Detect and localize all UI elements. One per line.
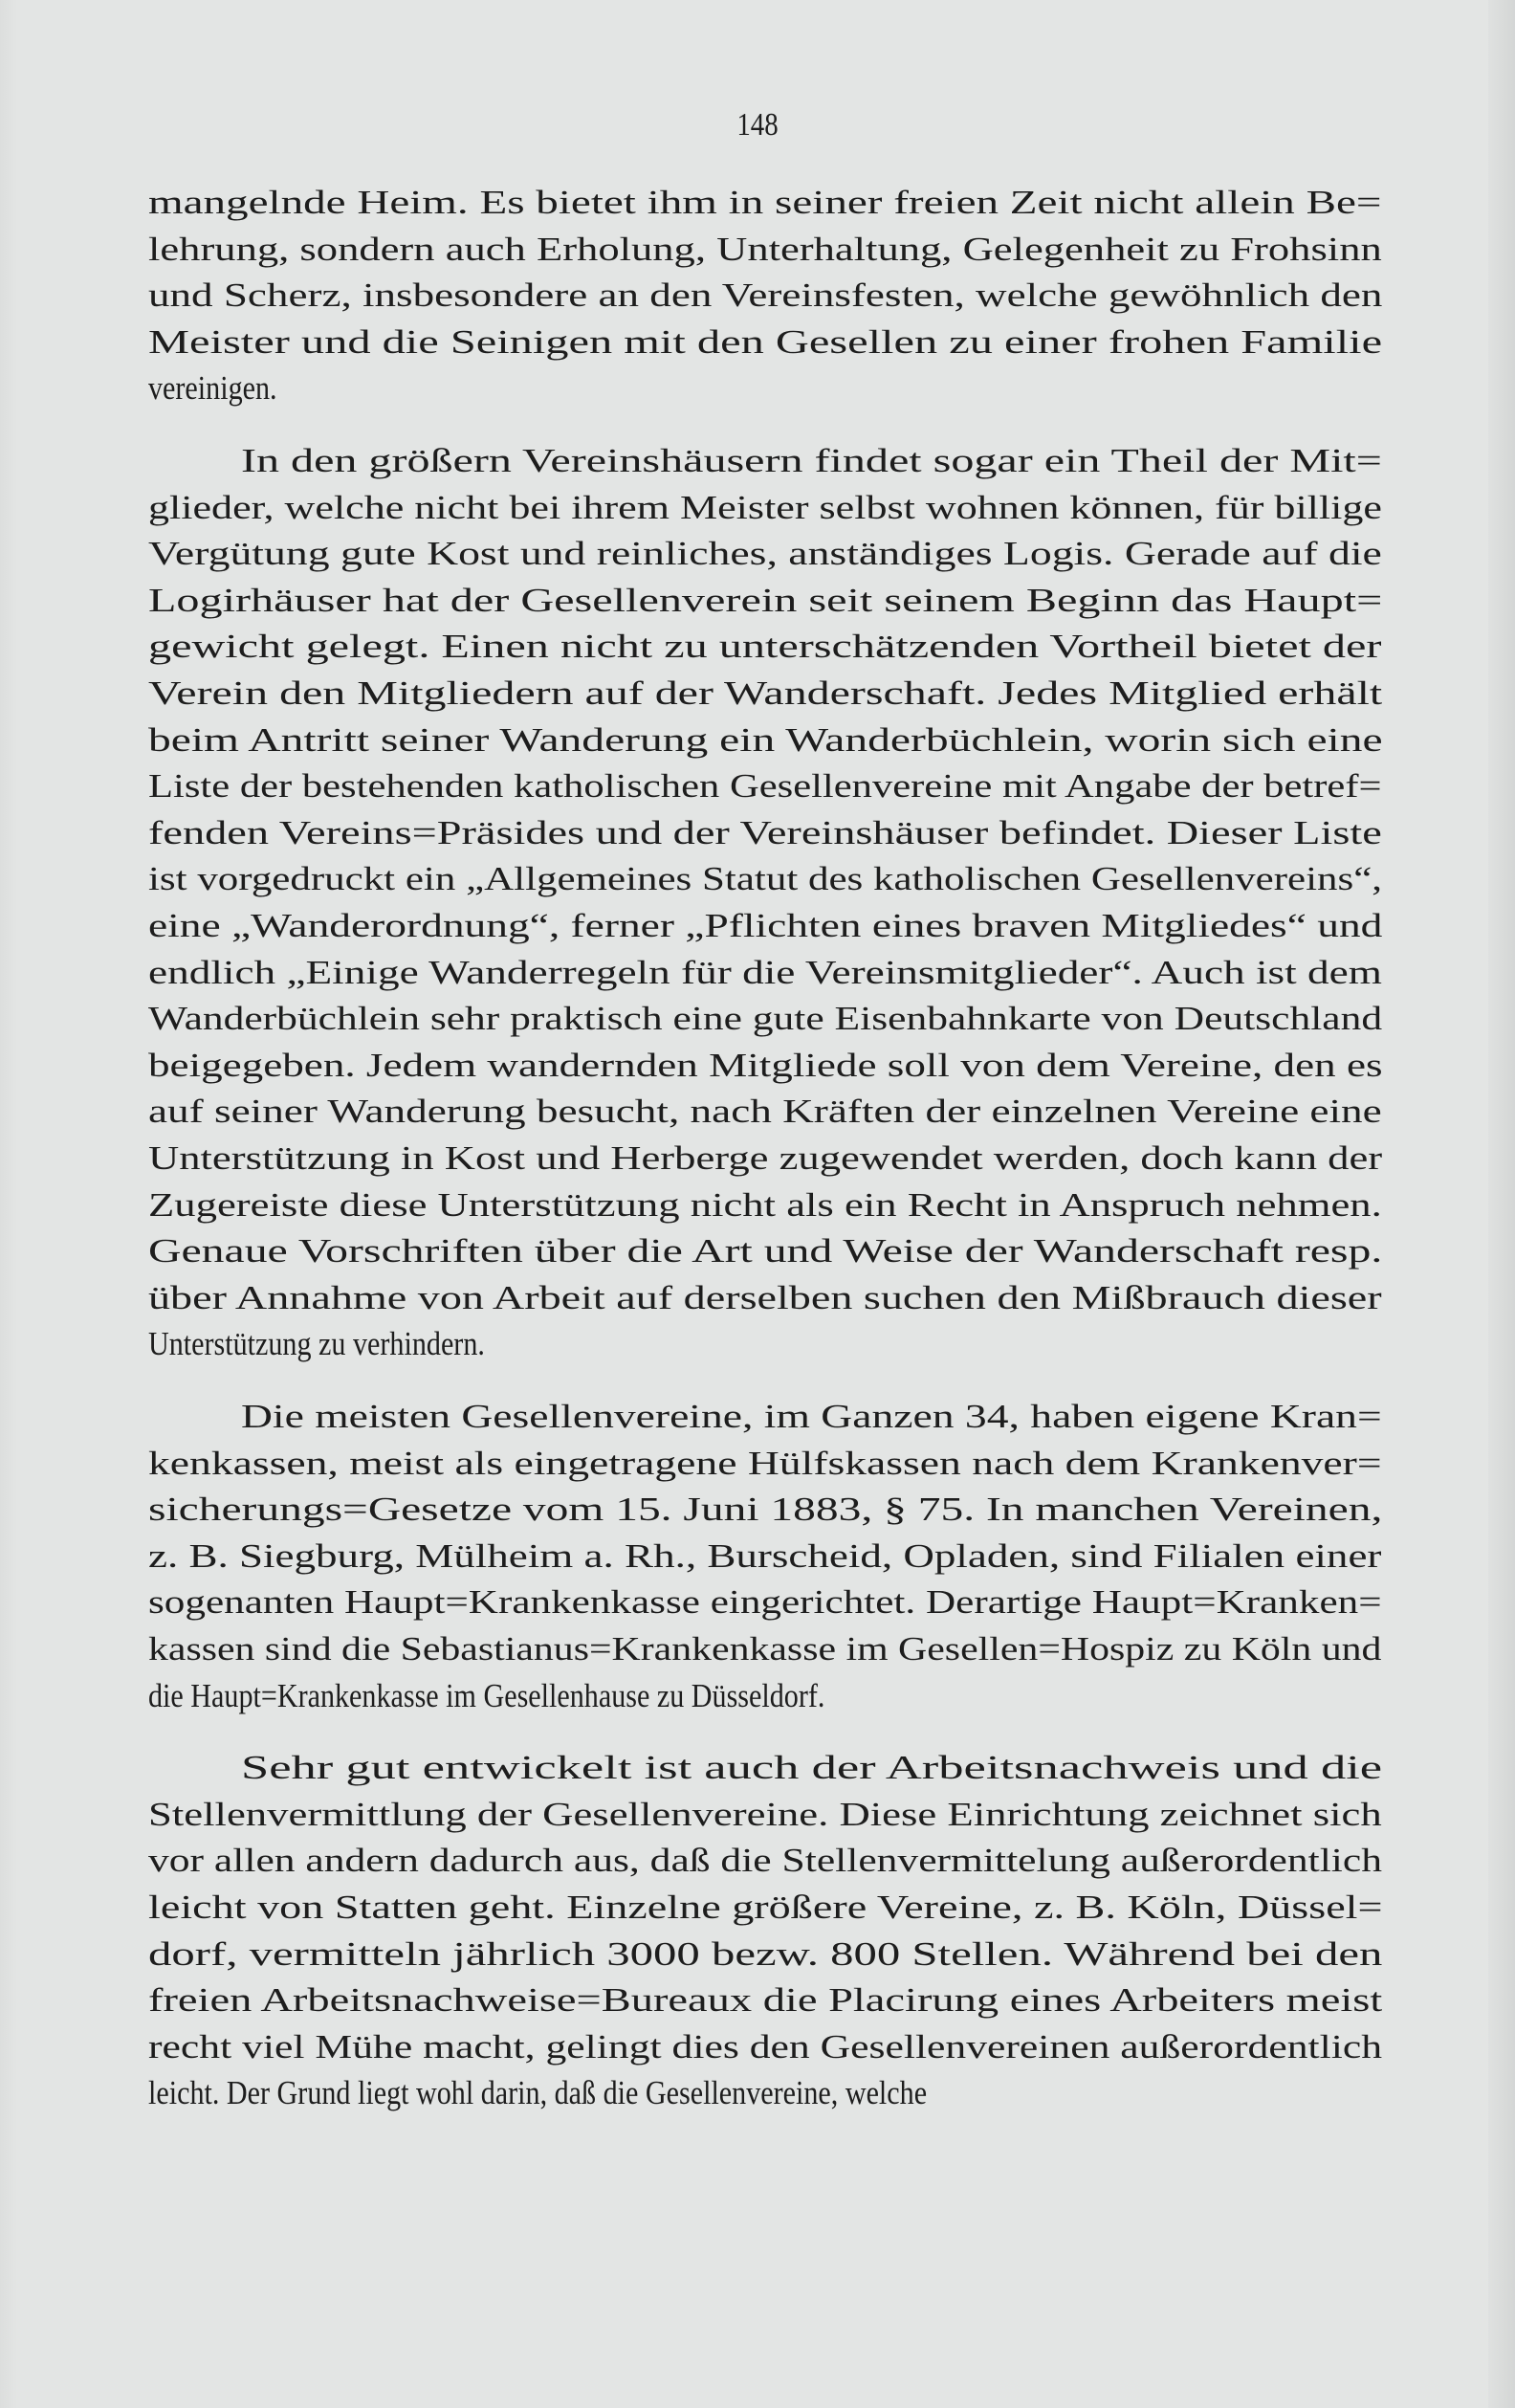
text-line: sicherungs=Gesetze vom 15. Juni 1883, § 75. In manchen Vereinen, [148, 1491, 1383, 1529]
text-line: Verein den Mitgliedern auf der Wanderschaft. Jedes Mitglied erhält [148, 674, 1383, 712]
text-line: leicht von Statten geht. Einzelne größere Vereine, z. B. Köln, Düssel= [148, 1889, 1383, 1926]
page-number: 148 [736, 107, 779, 143]
text-line: sogenanten Haupt=Krankenkasse eingerichtet. Derartige Haupt=Kranken= [148, 1583, 1382, 1622]
text-line: Logirhäuser hat der Gesellenverein seit seinem Beginn das Haupt= [148, 581, 1383, 619]
text-line: beim Antritt seiner Wanderung ein Wanderbüchlein, worin sich eine [148, 720, 1383, 759]
text-line: Genaue Vorschriften über die Art und Weise der Wanderschaft resp. [148, 1232, 1383, 1270]
text-line: und Scherz, insbesondere an den Vereinsfesten, welche gewöhnlich den [148, 276, 1383, 315]
text-line: In den größern Vereinshäusern findet sogar ein Theil der Mit= [241, 442, 1382, 479]
text-line: Unterstützung zu verhindern. [148, 1325, 485, 1363]
text-line: Liste der bestehenden katholischen Gesellenvereine mit Angabe der betref= [148, 767, 1382, 806]
text-line: auf seiner Wanderung besucht, nach Kräften der einzelnen Vereine eine [148, 1093, 1382, 1131]
text-line: mangelnde Heim. Es bietet ihm in seiner freien Zeit nicht allein Be= [148, 184, 1382, 221]
page-edge-right [1488, 0, 1515, 2408]
text-line: die Haupt=Krankenkasse im Gesellenhause zu Düsseldorf. [148, 1676, 825, 1714]
text-line: freien Arbeitsnachweise=Bureaux die Placirung eines Arbeiters meist [148, 1981, 1383, 2020]
text-line: Vergütung gute Kost und reinliches, anständiges Logis. Gerade auf die [148, 535, 1382, 573]
text-line: kenkassen, meist als eingetragene Hülfskassen nach dem Krankenver= [148, 1444, 1382, 1482]
text-line: ist vorgedruckt ein „Allgemeines Statut des katholischen Gesellenvereins“, [148, 860, 1383, 898]
text-line: gewicht gelegt. Einen nicht zu unterschätzenden Vortheil bietet der [148, 628, 1382, 666]
text-line: z. B. Siegburg, Mülheim a. Rh., Burscheid, Opladen, sind Filialen einer [148, 1536, 1382, 1575]
text-line: kassen sind die Sebastianus=Krankenkasse im Gesellen=Hospiz zu Köln und [148, 1630, 1382, 1668]
text-line: Die meisten Gesellenvereine, im Ganzen 34, haben eigene Kran= [241, 1398, 1382, 1435]
text-line: beigegeben. Jedem wandernden Mitgliede soll von dem Vereine, den es [148, 1046, 1383, 1084]
page-edge-left [0, 0, 17, 2408]
text-line: vereinigen. [148, 369, 277, 408]
text-line: lehrung, sondern auch Erholung, Unterhaltung, Gelegenheit zu Frohsinn [148, 230, 1382, 268]
text-line: eine „Wanderordnung“, ferner „Pflichten eines braven Mitgliedes“ und [148, 907, 1383, 944]
text-line: fenden Vereins=Präsides und der Vereinshäuser befindet. Dieser Liste [148, 813, 1382, 851]
text-line: Zugereiste diese Unterstützung nicht als ein Recht in Anspruch nehmen. [148, 1185, 1382, 1224]
text-line: vor allen andern dadurch aus, daß die Stellenvermittelung außerordentlich [148, 1842, 1382, 1880]
text-line: Unterstützung in Kost und Herberge zugewendet werden, doch kann der [148, 1139, 1383, 1177]
text-line: endlich „Einige Wanderregeln für die Vereinsmitglieder“. Auch ist dem [148, 953, 1382, 991]
text-line: Stellenvermittlung der Gesellenvereine. Diese Einrichtung zeichnet sich [148, 1795, 1382, 1833]
text-line: Meister und die Seinigen mit den Gesellen zu einer frohen Familie [148, 322, 1383, 361]
text-line: leicht. Der Grund liegt wohl darin, daß die Gesellenvereine, welche [148, 2074, 928, 2112]
text-line: recht viel Mühe macht, gelingt dies den Gesellenvereinen außerordentlich [148, 2027, 1383, 2066]
text-line: glieder, welche nicht bei ihrem Meister selbst wohnen können, für billige [148, 488, 1382, 526]
text-line: Sehr gut entwickelt ist auch der Arbeitsnachweis und die [241, 1749, 1383, 1787]
text-line: Wanderbüchlein sehr praktisch eine gute Eisenbahnkarte von Deutschland [148, 1000, 1383, 1038]
text-line: dorf, vermitteln jährlich 3000 bezw. 800 Stellen. Während bei den [148, 1934, 1383, 1973]
text-line: über Annahme von Arbeit auf derselben suchen den Mißbrauch dieser [148, 1278, 1382, 1316]
